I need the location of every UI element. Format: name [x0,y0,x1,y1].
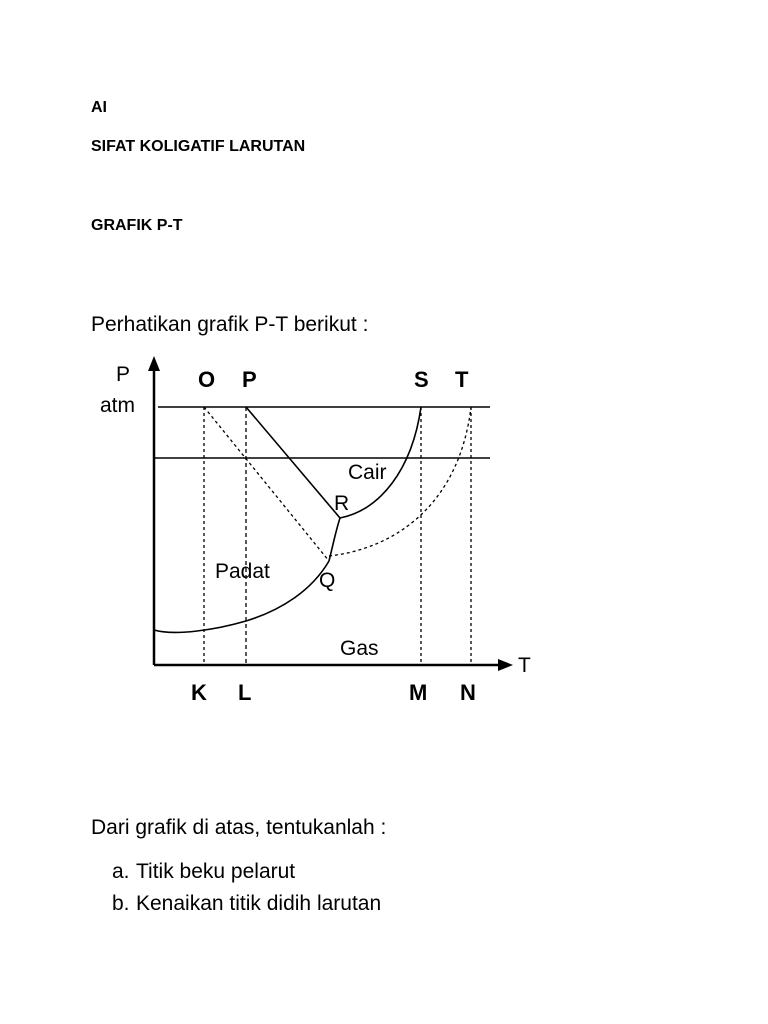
point-label-l: L [238,680,252,705]
point-q-label: Q [319,569,336,592]
point-r-label: R [334,492,350,515]
region-liquid-label: Cair [348,461,387,484]
point-label-n: N [460,680,476,705]
point-label-k: K [191,680,207,705]
pt-diagram [0,340,768,720]
point-label-p: P [242,367,257,392]
list-item [112,856,381,888]
doc-label: AI [91,99,107,116]
point-label-t: T [455,367,469,392]
list-item [112,888,381,920]
point-label-m: M [409,680,428,705]
y-axis-unit: atm [100,394,136,417]
y-axis-arrow [148,356,160,371]
question-text: Dari grafik di atas, tentukanlah : [91,816,387,839]
list-item-text: Titik beku pelarut [136,860,296,883]
y-axis-label: P [116,363,131,386]
region-solid-label: Padat [215,560,270,583]
point-label-s: S [414,367,429,392]
solution-melting-line [246,407,340,518]
list-item-text: Kenaikan titik didih larutan [136,892,382,915]
point-label-o: O [198,367,216,392]
pt-diagram-svg [0,340,768,720]
list-marker: a. [112,860,130,883]
answer-list [112,856,381,920]
x-axis-arrow [498,659,513,671]
region-gas-label: Gas [340,637,379,660]
x-axis-label: T [518,654,531,677]
solution-sublimation-curve [329,518,340,561]
list-marker: b. [112,892,130,915]
intro-text: Perhatikan grafik P-T berikut : [91,313,369,336]
doc-title: SIFAT KOLIGATIF LARUTAN [91,138,306,155]
section-title: GRAFIK P-T [91,217,183,234]
